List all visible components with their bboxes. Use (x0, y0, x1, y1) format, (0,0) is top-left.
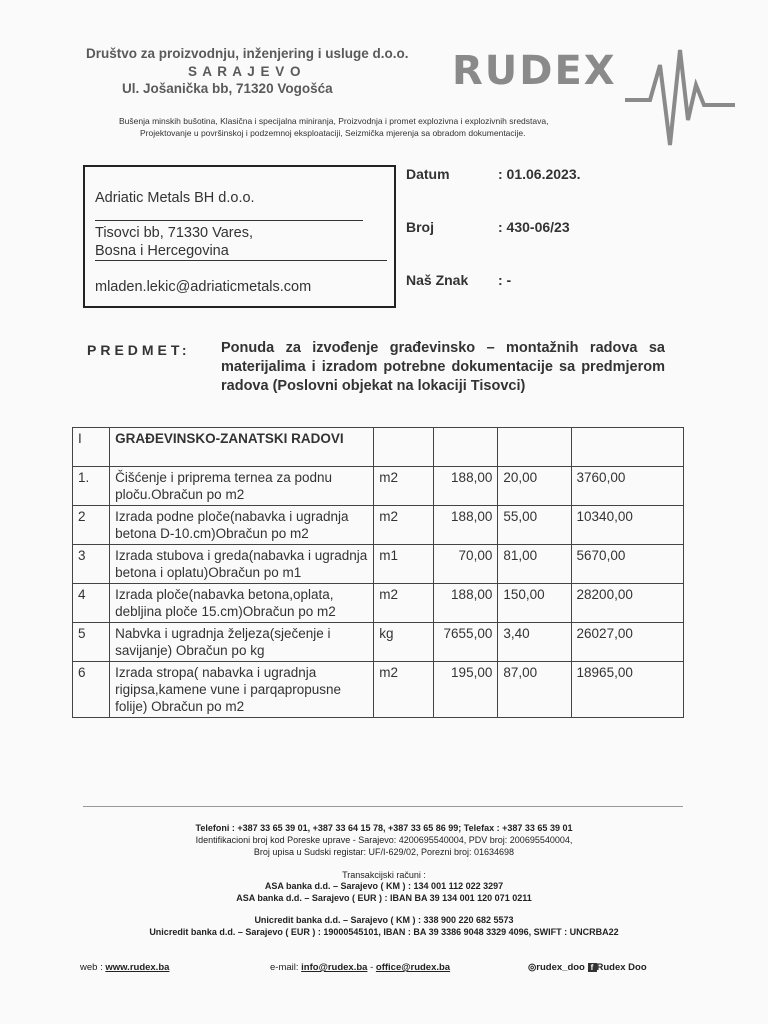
row-description: Izrada stropa( nabavka i ugradnja rigipsa,kamene vune i parqapropusne folije) Obračun po m2 (110, 662, 374, 718)
logo-seismograph-icon (620, 45, 740, 165)
section-title: GRAĐEVINSKO-ZANATSKI RADOVI (110, 428, 374, 467)
divider (95, 220, 363, 221)
row-quantity: 188,00 (433, 584, 498, 623)
footer-unicredit-eur: Unicredit banka d.d. – Sarajevo ( EUR ) : 19000545101, IBAN : BA 39 3386 9048 3329 4096, SWIFT : UNCRBA22 (149, 927, 619, 937)
recipient-box (83, 165, 396, 308)
row-unit: m2 (374, 467, 433, 506)
table-section-header (73, 428, 684, 467)
email-separator: - (367, 962, 376, 973)
row-number: 5 (73, 623, 110, 662)
row-total: 10340,00 (571, 506, 683, 545)
row-description: Izrada stubova i greda(nabavka i ugradnja betona i oplatu)Obračun po m1 (110, 545, 374, 584)
instagram-icon: ◎ (528, 962, 537, 973)
row-description: Čišćenje i priprema ternea za podnu ploču.Obračun po m2 (110, 467, 374, 506)
row-price: 20,00 (498, 467, 571, 506)
row-total: 18965,00 (571, 662, 683, 718)
row-quantity: 70,00 (433, 545, 498, 584)
recipient-name: Adriatic Metals BH d.o.o. (95, 190, 255, 206)
email-link-office[interactable]: office@rudex.ba (375, 962, 451, 973)
web-label: web : (80, 962, 103, 973)
instagram-handle[interactable]: rudex_doo (536, 962, 585, 973)
reference-value: : - (498, 272, 512, 288)
footer-phones: Telefoni : +387 33 65 39 01, +387 33 64 15 78, +387 33 65 86 99; Telefax : +387 33 65 39 01 (195, 823, 573, 833)
row-number: 3 (73, 545, 110, 584)
table-row (73, 467, 684, 506)
footer-web (80, 962, 169, 973)
subject-label: PREDMET: (87, 342, 191, 358)
row-quantity: 188,00 (433, 467, 498, 506)
subject-text: Ponuda za izvođenje građevinsko – montažnih radova sa materijalima i izradom potrebne dokumentacije sa predmjerom radova (Poslovni objekat na lokaciji Tisovci) (221, 340, 665, 394)
company-city: S A R A J E V O (188, 64, 302, 79)
row-price: 55,00 (498, 506, 571, 545)
recipient-email: mladen.lekic@adriaticmetals.com (95, 279, 312, 295)
company-address: Ul. Jošanička bb, 71320 Vogošća (122, 81, 333, 96)
row-total: 5670,00 (571, 545, 683, 584)
facebook-icon: f (588, 963, 597, 972)
company-activities-2: Projektovanje u površinskoj i podzemnoj eksploataciji, Seizmička mjerenja sa obradom dokumentacije. (140, 128, 526, 138)
table-row (73, 662, 684, 718)
row-price: 87,00 (498, 662, 571, 718)
row-description: Izrada ploče(nabavka betona,oplata, debljina ploče 15.cm)Obračun po m2 (110, 584, 374, 623)
row-unit: kg (374, 623, 433, 662)
footer-ids: Identifikacioni broj kod Poreske uprave - Sarajevo: 4200695540004, PDV broj: 200695540004, (195, 835, 573, 845)
row-number: 4 (73, 584, 110, 623)
footer-social (528, 962, 647, 973)
row-total: 3760,00 (571, 467, 683, 506)
row-price: 150,00 (498, 584, 571, 623)
row-total: 28200,00 (571, 584, 683, 623)
number-value: : 430-06/23 (498, 219, 570, 235)
row-unit: m2 (374, 662, 433, 718)
footer-divider (83, 806, 683, 807)
web-link[interactable]: www.rudex.ba (105, 962, 170, 973)
footer-asa-eur: ASA banka d.d. – Sarajevo ( EUR ) : IBAN BA 39 134 001 120 071 0211 (236, 893, 532, 903)
divider (95, 260, 387, 261)
row-description: Izrada podne ploče(nabavka i ugradnja betona D-10.cm)Obračun po m2 (110, 506, 374, 545)
email-link-info[interactable]: info@rudex.ba (301, 962, 368, 973)
footer-unicredit-km: Unicredit banka d.d. – Sarajevo ( KM ) : 338 900 220 682 5573 (254, 915, 514, 925)
rudex-logo: RUDEX (452, 48, 617, 94)
row-unit: m2 (374, 584, 433, 623)
footer-email (270, 962, 450, 973)
row-number: 6 (73, 662, 110, 718)
date-label: Datum (406, 166, 450, 182)
table-row (73, 506, 684, 545)
footer-asa-km: ASA banka d.d. – Sarajevo ( KM ) : 134 001 112 022 3297 (264, 881, 504, 891)
footer-court-registry: Broj upisa u Sudski registar: UF/I-629/02, Porezni broj: 01634698 (253, 847, 515, 857)
row-quantity: 188,00 (433, 506, 498, 545)
row-description: Nabvka i ugradnja željeza(sječenje i savijanje) Obračun po kg (110, 623, 374, 662)
row-price: 81,00 (498, 545, 571, 584)
section-number: I (73, 428, 110, 467)
row-quantity: 195,00 (433, 662, 498, 718)
company-line-1: Društvo za proizvodnju, inženjering i usluge d.o.o. (86, 46, 409, 61)
company-activities-1: Bušenja minskih bušotina, Klasična i specijalna miniranja, Proizvodnja i promet explozivna i explozivnih sredstava, (119, 116, 549, 126)
reference-label: Naš Znak (406, 272, 469, 288)
row-price: 3,40 (498, 623, 571, 662)
row-total: 26027,00 (571, 623, 683, 662)
row-unit: m1 (374, 545, 433, 584)
table-row (73, 545, 684, 584)
recipient-address-1: Tisovci bb, 71330 Vares, (95, 225, 253, 241)
row-quantity: 7655,00 (433, 623, 498, 662)
recipient-address-2: Bosna i Hercegovina (95, 243, 229, 259)
works-table (72, 427, 684, 718)
email-label: e-mail: (270, 962, 299, 973)
date-value: : 01.06.2023. (498, 166, 581, 182)
row-number: 2 (73, 506, 110, 545)
row-number: 1. (73, 467, 110, 506)
number-label: Broj (406, 219, 434, 235)
facebook-handle[interactable]: Rudex Doo (596, 962, 647, 973)
table-row (73, 623, 684, 662)
row-unit: m2 (374, 506, 433, 545)
footer-accounts-label: Transakcijski računi : (342, 870, 426, 880)
table-row (73, 584, 684, 623)
